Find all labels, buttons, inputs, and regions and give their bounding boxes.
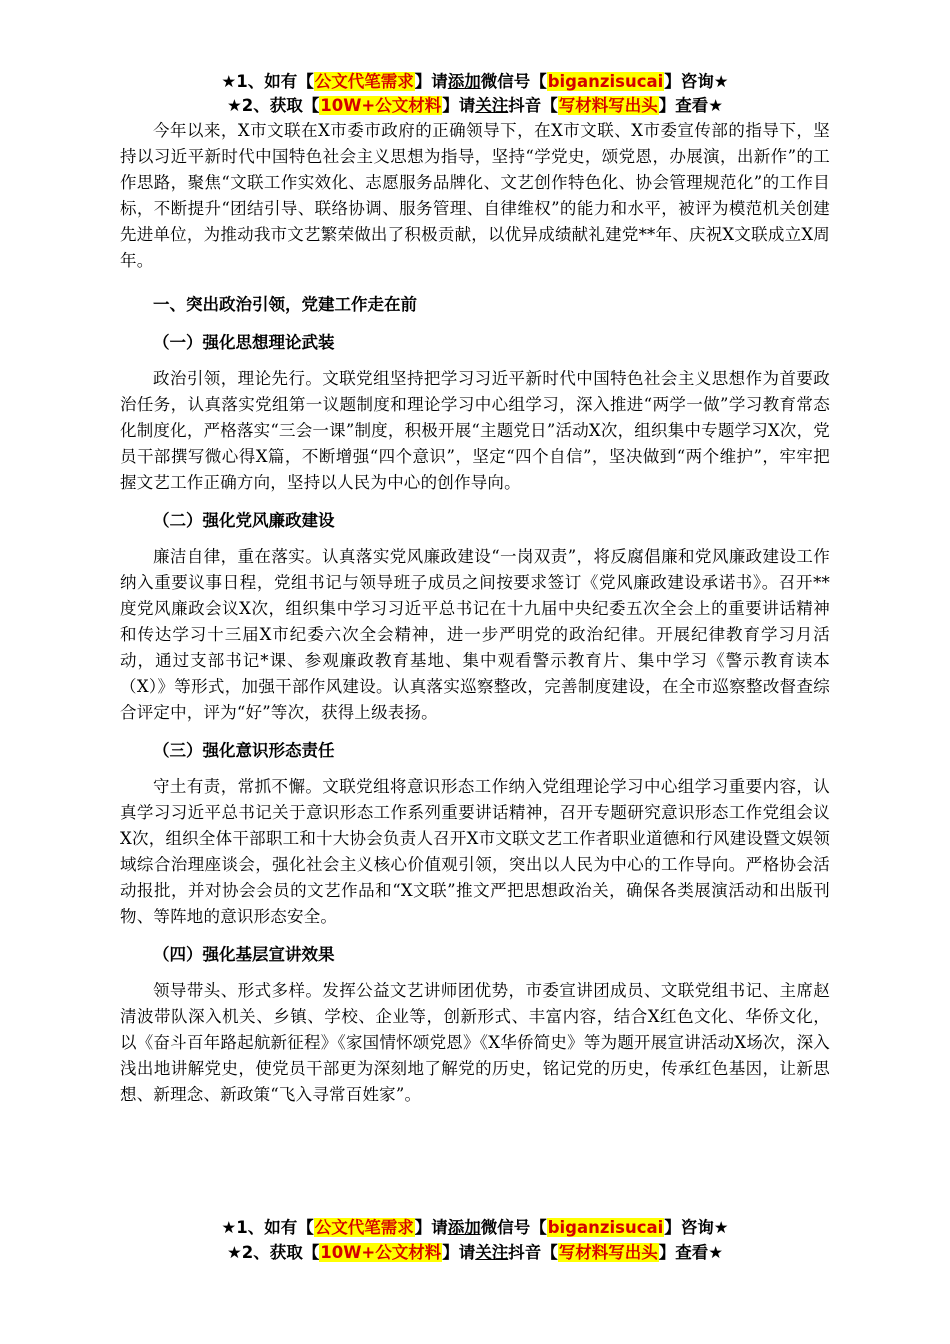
promo-line-1-bottom: [120, 1216, 830, 1240]
body-paragraph: 领导带头、形式多样。发挥公益文艺讲师团优势，市委宣讲团成员、文联党组书记、主席赵清波带队深入机关、乡镇、学校、企业等，创新形式、丰富内容，结合X红色文化、华侨文化，以《奋斗百年路起航新征程》《家国情怀颂党恩》《X华侨简史》等为题开展宣讲活动X场次，深入浅出地讲解党史，使党员干部更为深刻地了解党的历史，铭记党的历史，传承红色基因，让新思想、新理念、新政策“飞入寻常百姓家”。: [120, 981, 830, 1104]
body-paragraph: 政治引领，理论先行。文联党组坚持把学习习近平新时代中国特色社会主义思想作为首要政治任务，认真落实党组第一议题制度和理论学习中心组学习，深入推进“两学一做”学习教育常态化制度化，严格落实“三会一课”制度，积极开展“主题党日”活动X次，组织集中专题学习X次，党员干部撰写微心得X篇，不断增强“四个意识”，坚定“四个自信”，坚决做到“两个维护”，牢牢把握文艺工作正确方向，坚持以人民为中心的创作导向。: [120, 369, 830, 492]
promo-underlined: 关注: [475, 1243, 509, 1262]
promo-highlight: biganzisucai: [547, 1218, 664, 1237]
promo-text: 】请: [414, 1218, 448, 1237]
promo-text: 】咨询★: [664, 72, 729, 91]
promo-text: 】请: [414, 72, 448, 91]
promo-highlight: 公文代笔需求: [314, 1218, 414, 1237]
promo-text: ★1、如有【: [221, 1218, 314, 1237]
subsection-heading: （四）强化基层宣讲效果: [153, 945, 335, 964]
promo-underlined: 关注: [475, 96, 509, 115]
body-paragraph: 廉洁自律，重在落实。认真落实党风廉政建设“一岗双责”，将反腐倡廉和党风廉政建设工作纳入重要议事日程，党组书记与领导班子成员之间按要求签订《党风廉政建设承诺书》。召开**度党风廉政会议X次，组织集中学习习近平总书记在十九届中央纪委五次全会上的重要讲话精神和传达学习十三届X市纪委六次全会精神，进一步严明党的政治纪律。开展纪律教育学习月活动，通过支部书记*课、参观廉政教育基地、集中观看警示教育片、集中学习《警示教育读本（X）》等形式，加强干部作风建设。认真落实巡察整改，完善制度建设，在全市巡察整改督查综合评定中，评为“好”等次，获得上级表扬。: [120, 547, 830, 722]
promo-text: 】查看★: [658, 96, 724, 115]
promo-line-2-bottom: [120, 1241, 830, 1265]
subsection-heading: （一）强化思想理论武装: [153, 333, 335, 352]
promo-text: ★1、如有【: [221, 72, 314, 91]
promo-underlined: 添加: [447, 1218, 481, 1237]
subsection-heading: （二）强化党风廉政建设: [153, 511, 335, 530]
promo-line-1: [120, 70, 830, 94]
intro-paragraph: 今年以来，X市文联在X市委市政府的正确领导下，在X市文联、X市委宣传部的指导下，坚持以习近平新时代中国特色社会主义思想为指导，坚持“学党史，颂党恩，办展演，出新作”的工作思路，聚焦“文联工作实效化、志愿服务品牌化、文艺创作特色化、协会管理规范化”的工作目标，不断提升“团结引导、联络协调、服务管理、自律维权”的能力和水平，被评为模范机关创建先进单位，为推动我市文艺繁荣做出了积极贡献，以优异成绩献礼建党**年、庆祝X文联成立X周年。: [120, 121, 830, 270]
promo-text: 】请: [442, 1243, 476, 1262]
promo-text: 微信号【: [480, 72, 547, 91]
subsection-heading: （三）强化意识形态责任: [153, 741, 335, 760]
promo-text: ★2、获取【: [226, 1243, 320, 1262]
promo-highlight: 公文代笔需求: [314, 72, 414, 91]
promo-text: 】查看★: [658, 1243, 724, 1262]
promo-text: 微信号【: [480, 1218, 547, 1237]
promo-highlight: 写材料写出头: [558, 1243, 658, 1262]
promo-highlight: biganzisucai: [547, 72, 664, 91]
promo-text: 】请: [442, 96, 476, 115]
promo-text: ★2、获取【: [226, 96, 320, 115]
body-paragraph: 守土有责，常抓不懈。文联党组将意识形态工作纳入党组理论学习中心组学习重要内容，认真学习习近平总书记关于意识形态工作系列重要讲话精神，召开专题研究意识形态工作党组会议X次，组织全体干部职工和十大协会负责人召开X市文联文艺工作者职业道德和行风建设暨文娱领域综合治理座谈会，强化社会主义核心价值观引领，突出以人民为中心的工作导向。严格协会活动报批，并对协会会员的文艺作品和“X文联”推文严把思想政治关，确保各类展演活动和出版刊物、等阵地的意识形态安全。: [120, 777, 830, 926]
promo-line-2: [120, 94, 830, 118]
promo-text: 】咨询★: [664, 1218, 729, 1237]
promo-text: 抖音【: [508, 96, 558, 115]
promo-highlight: 写材料写出头: [558, 96, 658, 115]
promo-highlight: 10W+公文材料: [320, 1243, 442, 1262]
promo-underlined: 添加: [447, 72, 481, 91]
section-heading: 一、突出政治引领，党建工作走在前: [153, 295, 417, 314]
document-body: [120, 118, 830, 1108]
promo-text: 抖音【: [508, 1243, 558, 1262]
promo-highlight: 10W+公文材料: [320, 96, 442, 115]
